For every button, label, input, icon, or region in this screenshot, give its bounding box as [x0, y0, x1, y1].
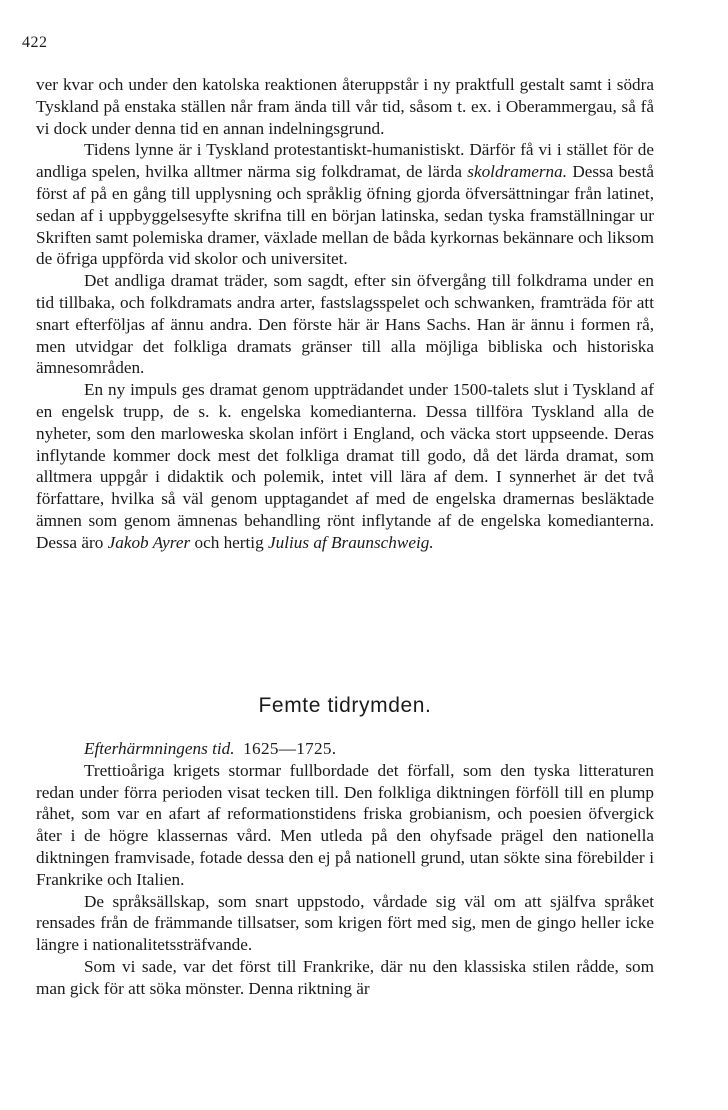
text-section-after [36, 738, 654, 1000]
paragraph-4-emphasis-2: Julius af Braunschweig. [267, 532, 434, 552]
paragraph-2-text-a: Tidens lynne är i Tyskland protestantiskt-humanistiskt. Därför få vi i stället för de andliga spelen, hvilka alltmer närma sig folkdramat, de lärda [36, 140, 654, 182]
period-subtitle [36, 738, 654, 760]
paragraph-2-text-b: Dessa bestå först af på en gång till upplysning och språklig öfning gjorda öfversättningar från latinet, sedan af i uppbyggelsesyfte skrifna till en början latinska, sedan tyska framställningar ur Skriften samt polemiska dramer, växlade mellan de båda kyrkornas bekännare och liksom de öfriga uppförda vid skolor och universitet. [36, 162, 654, 269]
paragraph-4 [36, 379, 654, 553]
paragraph-4-text-a: En ny impuls ges dramat genom uppträdandet under 1500-talets slut i Tyskland af en engelsk trupp, de s. k. engelska komedianterna. Dessa tillföra Tyskland alla de nyheter, som den marloweska skolan infört i England, och väcka stort uppseende. Deras inflytande kommer dock mest det folkliga dramat till godo, då det lärda dramat, som alltmera uppgår i didaktik och polemik, intet vill lära af dem. I synnerhet är det två författare, hvilka så väl genom upptagandet af med de engelska dramernas besläktade ämnen som genom ämnenas behandling rönt inflytande af de engelska komedianterna. Dessa äro [36, 380, 654, 552]
paragraph-3: Det andliga dramat träder, som sagdt, efter sin öfvergång till folkdrama under en tid tillbaka, och folkdramats andra arter, fastslagsspelet och schwanken, framträda för att snart efterföljas af ännu andra. Den förste här är Hans Sachs. Han är ännu i formen rå, men utvidgar det folkliga dramats gränser till alla möjliga bibliska och historiska ämnesområden. [36, 271, 654, 378]
text-section-before [36, 74, 654, 554]
section-heading: Femte tidrymden. [258, 694, 432, 717]
paragraph-7: Som vi sade, var det först till Frankrike, där nu den klassiska stilen rådde, som man gick för att söka mönster. Denna riktning är [36, 956, 654, 998]
page-number: 422 [22, 34, 48, 51]
paragraph-4-emphasis-1: Jakob Ayrer [107, 532, 191, 552]
paragraph-2-emphasis: skoldramerna. [467, 162, 568, 182]
paragraph-5: Trettioåriga krigets stormar fullbordade det förfall, som den tyska litteraturen redan under förra perioden visat tecken till. Den folkliga diktningen förföll till en plump råhet, som var en afart af reformationstidens friska grobianism, och poesien öfvergick åter i de högre klassernas vård. Men utleda på den ohyfsade prägel den nationella diktningen framvisade, fotade dessa den ej på nationell grund, utan sökte sina förebilder i Frankrike och Italien. [36, 760, 654, 889]
paragraph-6: De språksällskap, som snart uppstodo, vårdade sig väl om att själfva språket rensades från de främmande tillsatser, som krigen fört med sig, men de gingo heller icke längre i nationalitetssträfvande. [36, 891, 654, 955]
paragraph-1: ver kvar och under den katolska reaktionen återuppstår i ny praktfull gestalt samt i södra Tyskland på enstaka ställen når fram ända till vår tid, såsom t. ex. i Oberammergau, så få vi dock under denna tid en annan indelningsgrund. [36, 75, 654, 138]
period-title: Efterhärmningens tid. [84, 739, 235, 758]
paragraph-2 [36, 139, 654, 270]
period-dates: 1625—1725. [243, 739, 337, 758]
paragraph-4-text-b: och hertig [190, 532, 268, 552]
